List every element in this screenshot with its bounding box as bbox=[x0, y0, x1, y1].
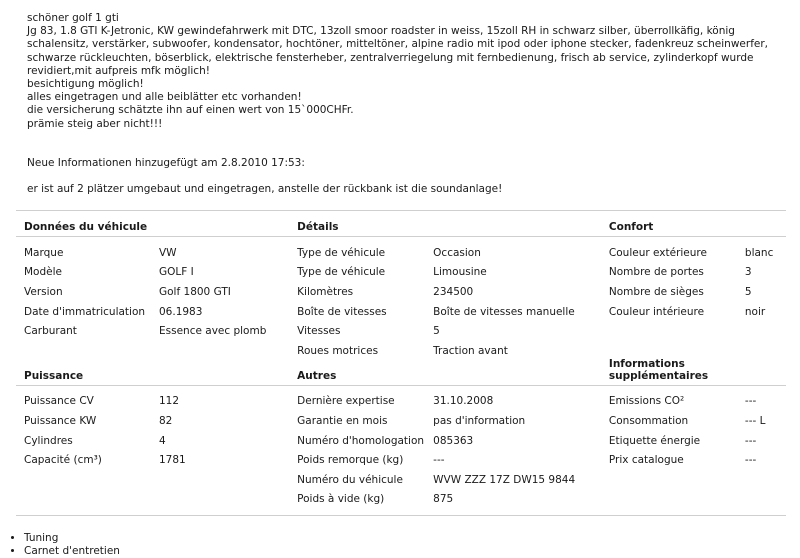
section-title-other: Autres bbox=[297, 369, 337, 382]
section-title-extra: Informations supplémentaires bbox=[608, 357, 709, 382]
spec-row bbox=[24, 263, 289, 283]
spec-label: Consommation bbox=[608, 414, 689, 427]
spec-row bbox=[609, 450, 786, 470]
spec-label: Emissions CO² bbox=[608, 395, 685, 408]
spec-label: Puissance CV bbox=[24, 395, 94, 408]
spec-row bbox=[24, 450, 289, 470]
spec-value: --- bbox=[433, 454, 445, 467]
spec-value: 1781 bbox=[159, 454, 186, 467]
description-line: die versicherung schätzte ihn auf einen wert von 15`000CHFr. bbox=[27, 104, 354, 117]
spec-value: blanc bbox=[744, 246, 774, 259]
spec-value: --- bbox=[744, 434, 757, 447]
spec-label: Kilomètres bbox=[297, 285, 354, 298]
link-service-book[interactable]: • Carnet d'entretien bbox=[24, 545, 120, 558]
spec-row bbox=[297, 243, 601, 263]
spec-label: Couleur extérieure bbox=[608, 246, 707, 259]
update-text: er ist auf 2 plätzer umgebaut und eingetragen, anstelle der rückbank ist die soundanlage! bbox=[27, 183, 503, 196]
spec-row bbox=[609, 392, 786, 412]
spec-row bbox=[609, 243, 786, 263]
spec-value: Occasion bbox=[433, 246, 481, 259]
spec-label: Garantie en mois bbox=[297, 414, 388, 427]
extra-links-list bbox=[10, 532, 120, 558]
spec-row bbox=[24, 411, 289, 431]
spec-row bbox=[609, 302, 786, 322]
spec-value: 5 bbox=[744, 285, 752, 298]
spec-row bbox=[297, 341, 601, 361]
spec-label: Numéro du véhicule bbox=[297, 473, 403, 486]
spec-value: pas d'information bbox=[433, 414, 526, 427]
spec-label: Nombre de sièges bbox=[608, 285, 704, 298]
spec-row bbox=[297, 263, 601, 283]
spec-label: Poids à vide (kg) bbox=[297, 493, 385, 506]
spec-label: Type de véhicule bbox=[297, 246, 386, 259]
description-line: besichtigung möglich! bbox=[27, 78, 144, 91]
description-line: schöner golf 1 gti bbox=[27, 12, 119, 24]
spec-label: Cylindres bbox=[24, 434, 73, 447]
spec-label: Date d'immatriculation bbox=[24, 305, 146, 318]
spec-row bbox=[24, 302, 289, 322]
spec-value: 06.1983 bbox=[159, 305, 203, 318]
spec-value: 112 bbox=[159, 395, 180, 408]
vehicle-data-list bbox=[16, 237, 289, 361]
vehicle-specs bbox=[16, 210, 786, 516]
spec-row bbox=[297, 321, 601, 341]
spec-label: Dernière expertise bbox=[297, 395, 395, 408]
spec-label: Type de véhicule bbox=[297, 266, 386, 279]
spec-label: Vitesses bbox=[297, 325, 341, 338]
spec-group-2 bbox=[16, 386, 786, 510]
spec-label: Prix catalogue bbox=[608, 454, 684, 467]
spec-value: --- bbox=[744, 395, 757, 408]
spec-row bbox=[609, 411, 786, 431]
details-list bbox=[289, 237, 601, 361]
section-headers-row bbox=[16, 357, 786, 385]
spec-label: Couleur intérieure bbox=[608, 305, 705, 318]
spec-row bbox=[24, 243, 289, 263]
divider bbox=[16, 515, 786, 516]
spec-value: 085363 bbox=[433, 434, 474, 447]
extra-list bbox=[601, 386, 786, 510]
spec-value: Essence avec plomb bbox=[159, 325, 267, 338]
spec-value: WVW ZZZ 17Z DW15 9844 bbox=[433, 473, 576, 486]
spec-value: Boîte de vitesses manuelle bbox=[433, 305, 575, 318]
spec-label: Version bbox=[24, 285, 63, 298]
spec-group-1 bbox=[16, 237, 786, 361]
spec-label: Modèle bbox=[24, 266, 62, 279]
spec-row bbox=[297, 302, 601, 322]
spec-value: Limousine bbox=[433, 266, 487, 279]
spec-row bbox=[609, 431, 786, 451]
spec-row bbox=[24, 321, 289, 341]
spec-label: Marque bbox=[24, 246, 64, 259]
spec-row bbox=[24, 431, 289, 451]
spec-row bbox=[297, 450, 601, 470]
spec-label: Poids remorque (kg) bbox=[297, 454, 404, 467]
spec-row bbox=[297, 411, 601, 431]
spec-label: Nombre de portes bbox=[608, 266, 704, 279]
spec-value: 875 bbox=[433, 493, 454, 506]
power-list bbox=[16, 386, 289, 510]
section-title-comfort: Confort bbox=[608, 221, 654, 233]
spec-row bbox=[24, 282, 289, 302]
spec-value: 3 bbox=[744, 266, 752, 279]
spec-value: 5 bbox=[433, 325, 440, 338]
section-title-details: Détails bbox=[297, 221, 339, 233]
spec-row bbox=[297, 470, 601, 490]
spec-value: 4 bbox=[159, 434, 166, 447]
link-tuning[interactable]: • Tuning bbox=[24, 532, 120, 545]
spec-row bbox=[609, 263, 786, 283]
description-line: Jg 83, 1.8 GTI K-Jetronic, KW gewindefahrwerk mit DTC, 13zoll smoor roadster in weiss, 15zoll RH in schwarz silber, überrollkäfig, könig schalensitz, verstärker, subwoofer, kondensator, hochtöner, mitteltöner, alpine radio mit ipod oder iphone stecker, fadenkreuz scheinwerfer, schwarze rückleuchten, böserblick, elektrische fensterheber, zentralverriegelung mit fernbedienung, frisch ab service, zylinderkopf wurde revidiert,mit aufpreis mfk möglich! bbox=[27, 25, 769, 77]
section-headers-row bbox=[16, 211, 786, 236]
spec-value: VW bbox=[159, 246, 177, 259]
spec-value: --- bbox=[744, 454, 757, 467]
spec-value: --- L bbox=[744, 414, 766, 427]
ad-description bbox=[27, 12, 787, 131]
spec-value: GOLF I bbox=[159, 266, 194, 279]
spec-value: noir bbox=[744, 305, 766, 318]
spec-label: Capacité (cm³) bbox=[24, 454, 102, 467]
spec-row bbox=[297, 282, 601, 302]
update-heading: Neue Informationen hinzugefügt am 2.8.2010 17:53: bbox=[27, 157, 305, 169]
section-title-power: Puissance bbox=[24, 369, 84, 382]
description-line: alles eingetragen und alle beiblätter etc vorhanden! bbox=[27, 91, 302, 104]
spec-row bbox=[24, 392, 289, 412]
spec-label: Numéro d'homologation bbox=[297, 434, 425, 447]
spec-label: Carburant bbox=[24, 325, 77, 338]
spec-row bbox=[609, 282, 786, 302]
spec-value: 31.10.2008 bbox=[433, 395, 494, 408]
other-list bbox=[289, 386, 601, 510]
spec-value: Golf 1800 GTI bbox=[159, 285, 231, 298]
description-line: prämie steig aber nicht!!! bbox=[27, 117, 163, 130]
spec-label: Roues motrices bbox=[297, 344, 379, 357]
spec-value: Traction avant bbox=[433, 344, 508, 357]
spec-value: 82 bbox=[159, 414, 173, 427]
update-notice bbox=[27, 157, 502, 196]
spec-value: 234500 bbox=[433, 285, 474, 298]
spec-label: Puissance KW bbox=[24, 414, 97, 427]
section-title-vehicle-data: Données du véhicule bbox=[24, 221, 148, 233]
spec-label: Boîte de vitesses bbox=[297, 305, 387, 318]
spec-row bbox=[297, 392, 601, 412]
spec-row bbox=[297, 431, 601, 451]
comfort-list bbox=[601, 237, 786, 361]
spec-row bbox=[297, 490, 601, 510]
spec-label: Etiquette énergie bbox=[608, 434, 701, 447]
